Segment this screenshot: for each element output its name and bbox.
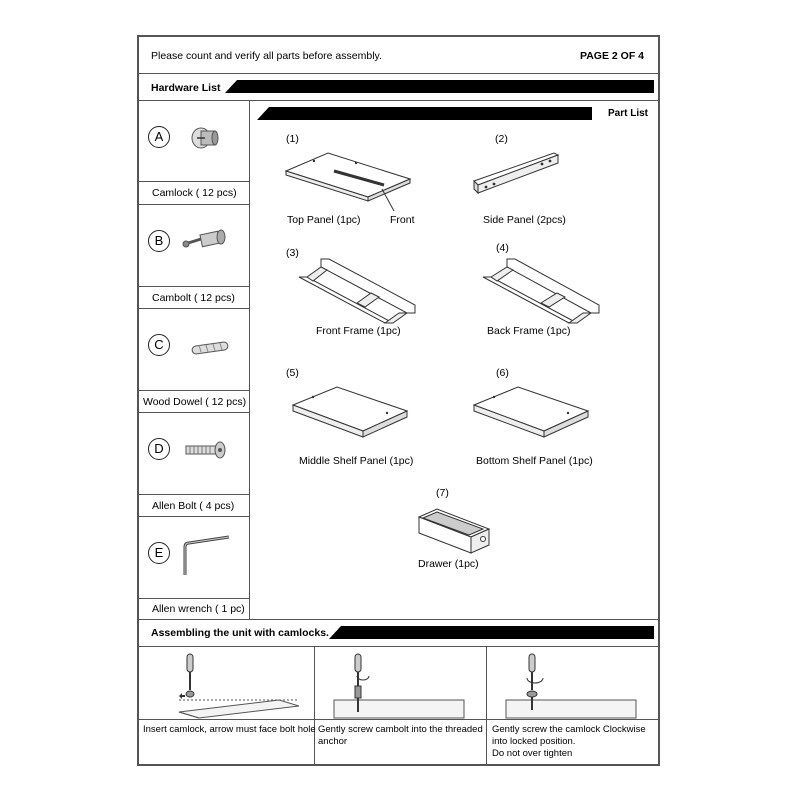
section-banner bbox=[225, 80, 654, 93]
instruction-page bbox=[137, 35, 660, 766]
section-banner bbox=[329, 626, 654, 639]
divider bbox=[139, 390, 249, 391]
divider bbox=[139, 204, 249, 205]
divider bbox=[139, 646, 658, 647]
divider bbox=[139, 308, 249, 309]
part-label: Front Frame (1pc) bbox=[316, 325, 401, 337]
step-2-text-line2: anchor bbox=[318, 736, 348, 747]
step-2-text: Gently screw cambolt into the threaded bbox=[318, 724, 483, 735]
part-label: Middle Shelf Panel (1pc) bbox=[299, 455, 414, 467]
hardware-letter-c: C bbox=[148, 334, 170, 356]
hardware-letter-b: B bbox=[148, 230, 170, 252]
bottom-shelf-drawing bbox=[472, 385, 592, 447]
part-list-title: Part List bbox=[607, 108, 648, 119]
part-label: Top Panel (1pc) bbox=[287, 214, 361, 226]
step-3-text-line3: Do not over tighten bbox=[492, 748, 573, 759]
page-number: PAGE 2 OF 4 bbox=[580, 50, 644, 62]
step-3-illustration bbox=[501, 652, 641, 718]
part-label: Side Panel (2pcs) bbox=[483, 214, 566, 226]
hardware-label-b: Cambolt ( 12 pcs) bbox=[152, 292, 235, 304]
part-label: Drawer (1pc) bbox=[418, 558, 479, 570]
side-panel-drawing bbox=[472, 149, 562, 199]
column-divider bbox=[486, 646, 487, 764]
hardware-label-e: Allen wrench ( 1 pc) bbox=[152, 603, 245, 615]
divider bbox=[139, 412, 249, 413]
hardware-letter-d: D bbox=[148, 438, 170, 460]
assembly-title: Assembling the unit with camlocks. bbox=[151, 627, 329, 639]
camlock-icon bbox=[189, 125, 221, 151]
allen-bolt-icon bbox=[185, 441, 229, 459]
hardware-letter-a: A bbox=[148, 126, 170, 148]
header-instruction: Please count and verify all parts before assembly. bbox=[151, 50, 382, 62]
divider bbox=[139, 286, 249, 287]
middle-shelf-drawing bbox=[291, 385, 411, 447]
column-divider bbox=[314, 646, 315, 764]
part-number: (3) bbox=[286, 247, 299, 259]
part-number: (1) bbox=[286, 133, 299, 145]
allen-wrench-icon bbox=[181, 535, 233, 577]
front-label: Front bbox=[390, 214, 415, 226]
step-1-illustration bbox=[159, 652, 299, 718]
divider bbox=[139, 619, 658, 620]
divider bbox=[139, 516, 249, 517]
part-number: (5) bbox=[286, 367, 299, 379]
part-label: Back Frame (1pc) bbox=[487, 325, 571, 337]
wood-dowel-icon bbox=[191, 341, 231, 355]
hardware-label-a: Camlock ( 12 pcs) bbox=[152, 187, 237, 199]
drawer-drawing bbox=[417, 507, 493, 555]
divider bbox=[139, 100, 658, 101]
hardware-letter-e: E bbox=[148, 542, 170, 564]
back-frame-drawing bbox=[477, 255, 603, 327]
step-2-illustration bbox=[329, 652, 474, 718]
cambolt-icon bbox=[183, 229, 233, 251]
divider bbox=[139, 73, 658, 74]
hardware-label-d: Allen Bolt ( 4 pcs) bbox=[152, 500, 235, 512]
part-number: (4) bbox=[496, 242, 509, 254]
hardware-label-c: Wood Dowel ( 12 pcs) bbox=[143, 396, 247, 408]
divider bbox=[139, 598, 249, 599]
part-number: (7) bbox=[436, 487, 449, 499]
step-1-text: Insert camlock, arrow must face bolt hole bbox=[143, 724, 316, 735]
hardware-list-title: Hardware List bbox=[151, 82, 221, 94]
divider bbox=[139, 494, 249, 495]
divider bbox=[139, 181, 249, 182]
step-3-text-line2: into locked position. bbox=[492, 736, 576, 747]
part-number: (6) bbox=[496, 367, 509, 379]
part-label: Bottom Shelf Panel (1pc) bbox=[476, 455, 593, 467]
divider bbox=[139, 719, 658, 720]
column-divider bbox=[249, 100, 250, 619]
step-3-text: Gently screw the camlock Clockwise bbox=[492, 724, 646, 735]
top-panel-drawing bbox=[284, 149, 414, 211]
front-frame-drawing bbox=[297, 255, 417, 327]
part-number: (2) bbox=[495, 133, 508, 145]
